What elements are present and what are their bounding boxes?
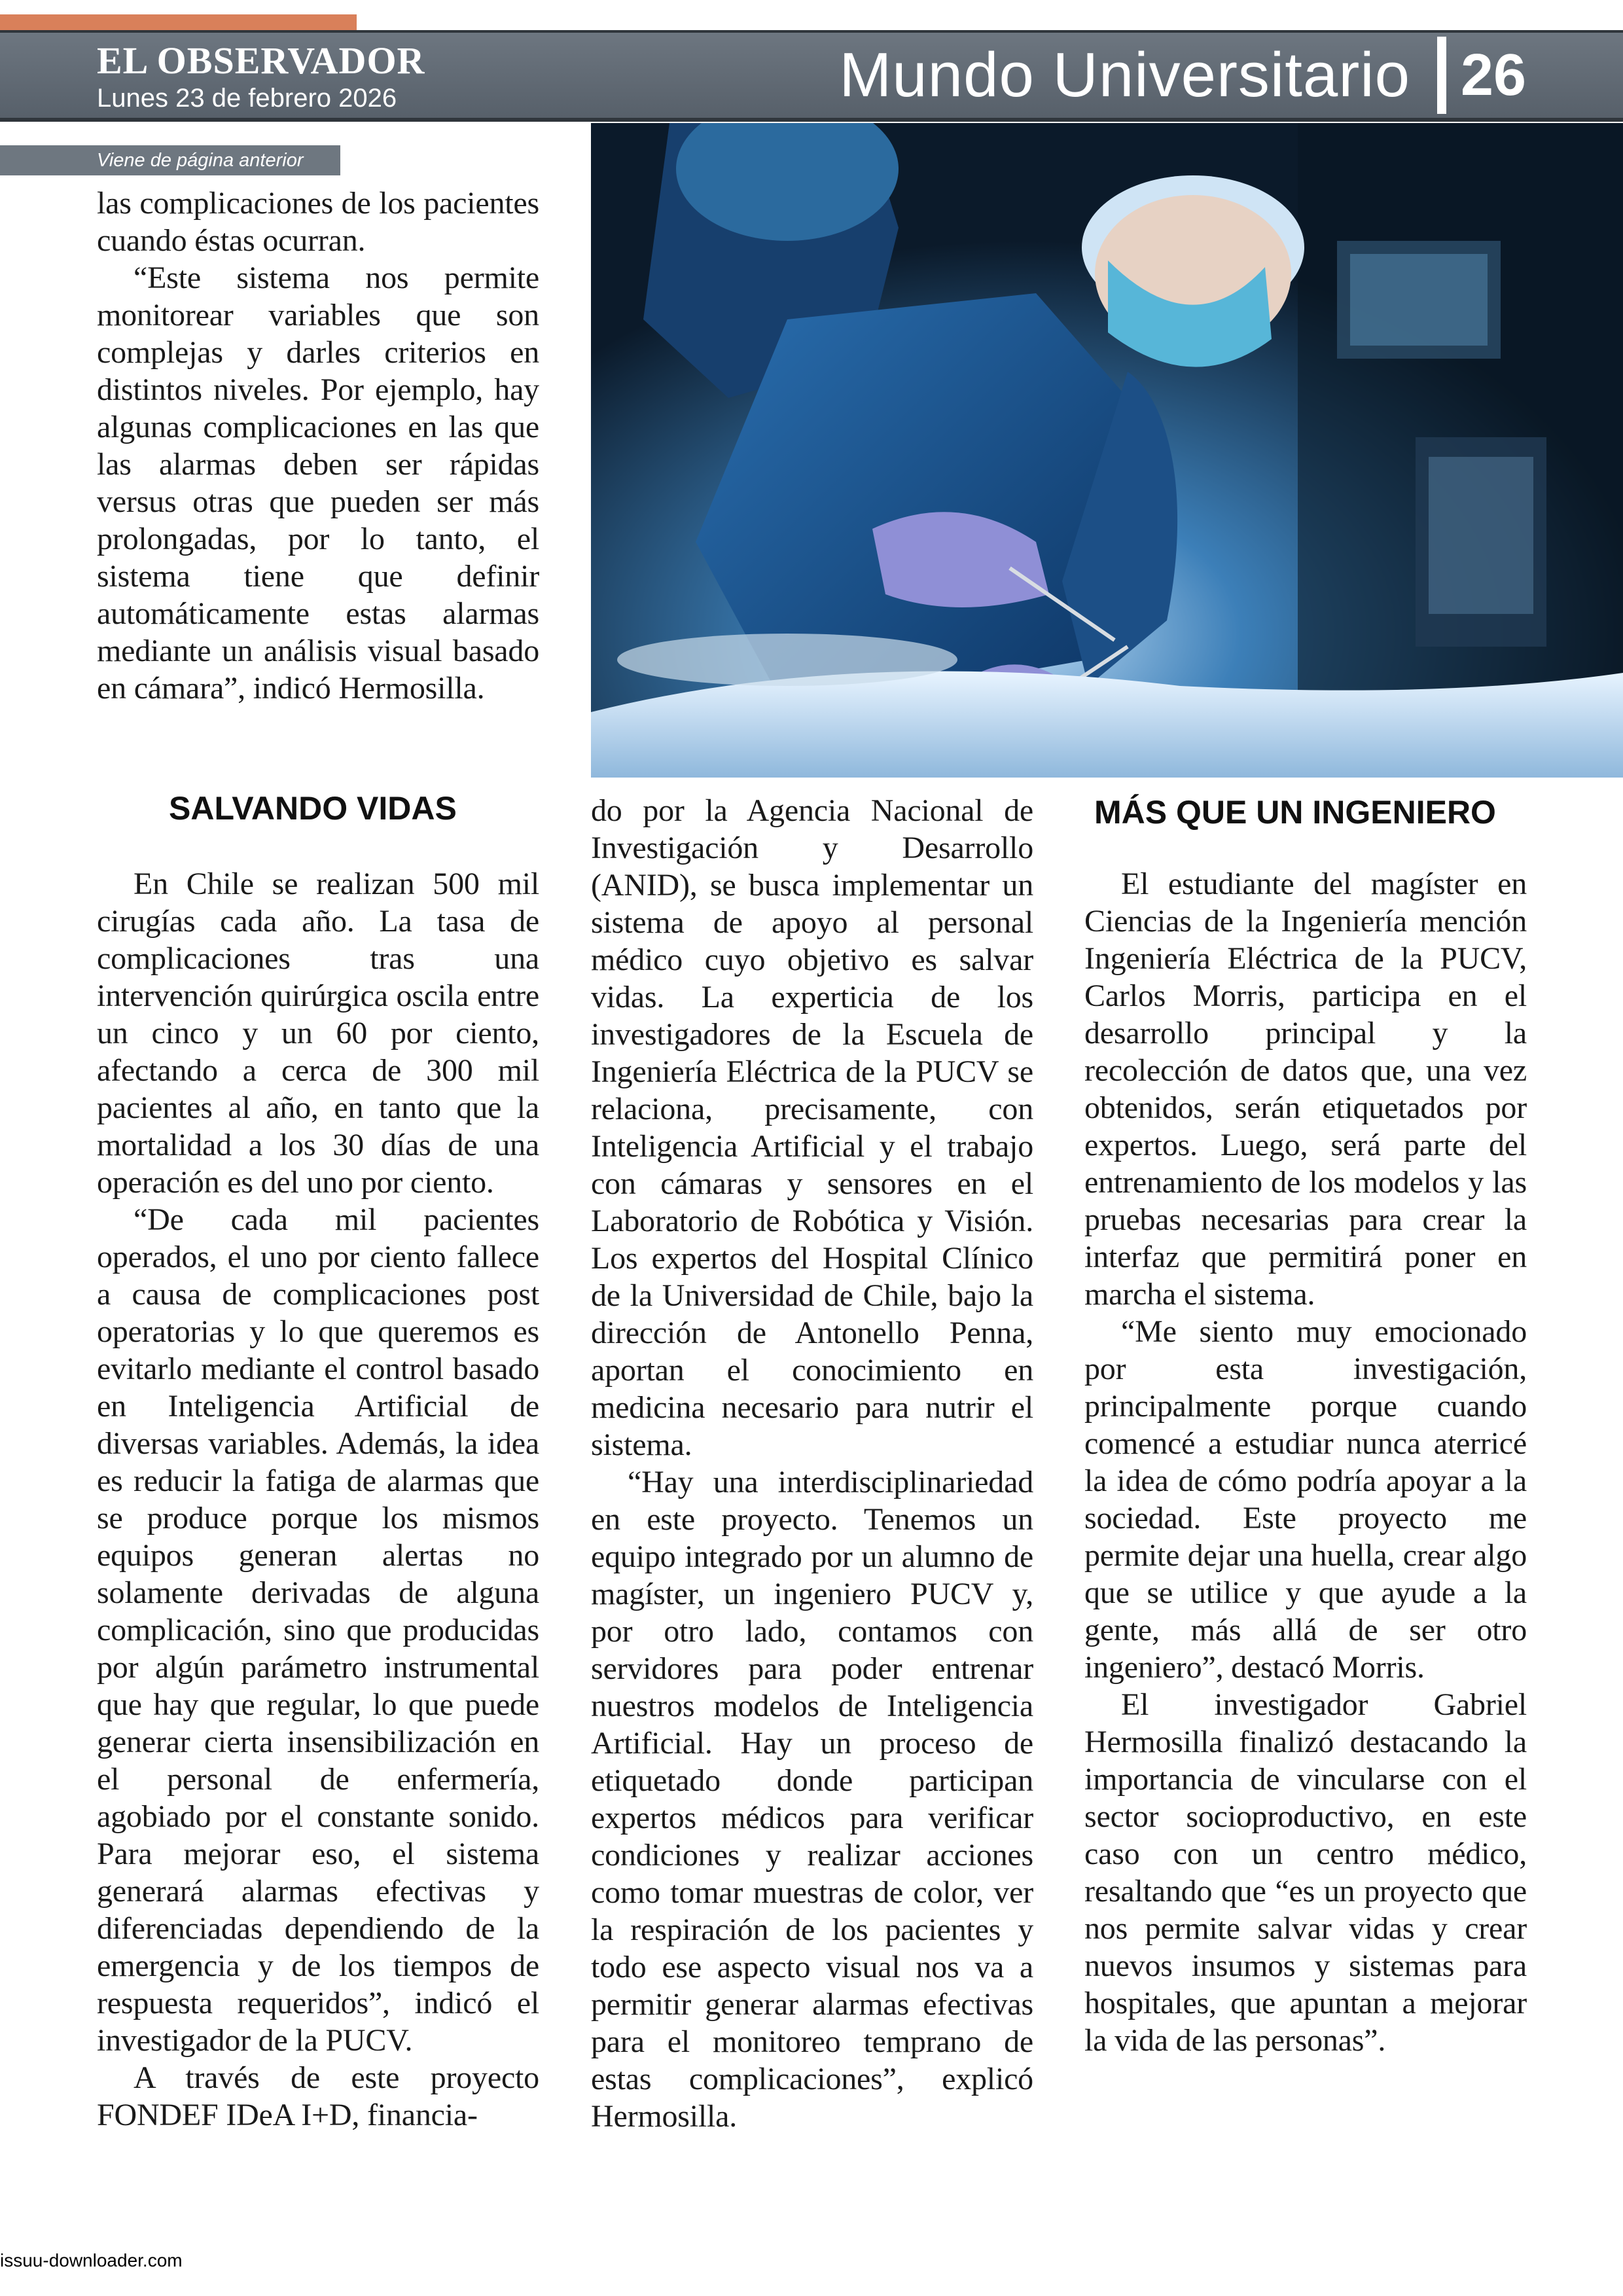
- issue-date: Lunes 23 de febrero 2026: [97, 84, 397, 113]
- col3-paragraph-3: El investigador Gabriel Hermosilla finalizó destacando la importancia de vincularse con el sector socioproductivo, en este caso con un centro médico, resaltando que “es un proyecto que nos permite salvar vidas y crear nuevos insumos y sistemas para hospitales, que apuntan a mejorar la vida de las personas”.: [1084, 1687, 1527, 2058]
- col2-paragraph-2: “Hay una interdisciplinariedad en este proyecto. Tenemos un equipo integrado por un alumno de magíster, un ingeniero PUCV y, por otro lado, contamos con servidores para poder entrenar nuestros modelos de Inteligencia Artificial. Hay un proceso de etiquetado donde participan expertos médicos para verificar condiciones y realizar acciones como tomar muestras de color, ver la respiración de los pacientes y todo ese aspecto visual nos va a permitir generar alarmas efectivas para el monitoreo temprano de estas complicaciones”, explicó Hermosilla.: [591, 1465, 1033, 2134]
- footer-watermark: issuu-downloader.com: [0, 2250, 183, 2270]
- newspaper-name: EL OBSERVADOR: [97, 39, 425, 82]
- heading-mas-que-un-ingeniero: MÁS QUE UN INGENIERO: [1094, 794, 1496, 831]
- section-title: Mundo Universitario: [839, 40, 1410, 110]
- col1-paragraph-1: En Chile se realizan 500 mil cirugías cada año. La tasa de complicaciones tras una intervención quirúrgica oscila entre un cinco y un 60 por ciento, afectando a cerca de 300 mil pacientes al año, en tanto que la mortalidad a los 30 días de una operación es del uno por ciento.: [97, 867, 539, 1200]
- page-number: 26: [1461, 43, 1527, 108]
- col1-paragraph-2: “De cada mil pacientes operados, el uno por ciento fallece a causa de complicaciones post operatorias y lo que queremos es evitarlo mediante el control basado en Inteligencia Artificial de diversas variables. Además, la idea es reducir la fatiga de alarmas que se produce porque los mismos equipos generan alertas no solamente derivadas de alguna complicación, sino que producidas por algún parámetro instrumental que hay que regular, lo que puede generar cierta insensibilización en el personal de enfermería, agobiado por el constante sonido. Para mejorar eso, el sistema generará alarmas efectivas y diferenciadas dependiendo de la emergencia y de los tiempos de respuesta requeridos”, indicó el investigador de la PUCV.: [97, 1202, 539, 2058]
- intro-column: [97, 185, 539, 707]
- continued-label: Viene de página anterior: [0, 145, 340, 175]
- column-3: [1084, 865, 1527, 2059]
- col1-paragraph-3: A través de este proyecto FONDEF IDeA I+D, financia-: [97, 2060, 539, 2132]
- col2-paragraph-1: do por la Agencia Nacional de Investigación y Desarrollo (ANID), se busca implementar un sistema de apoyo al personal médico cuyo objetivo es salvar vidas. La experticia de los investigadores de la Escuela de Ingeniería Eléctrica de la PUCV se relaciona, precisamente, con Inteligencia Artificial y el trabajo con cámaras y sensores en el Laboratorio de Robótica y Visión. Los expertos del Hospital Clínico de la Universidad de Chile, bajo la dirección de Antonello Penna, aportan el conocimiento en medicina necesario para nutrir el sistema.: [591, 793, 1033, 1462]
- col3-paragraph-1: El estudiante del magíster en Ciencias de la Ingeniería mención Ingeniería Eléctrica de la PUCV, Carlos Morris, participa en el desarrollo principal y la recolección de datos que, una vez obtenidos, serán etiquetados por expertos. Luego, será parte del entrenamiento de los modelos y las pruebas necesarias para crear la interfaz que permitirá poner en marcha el sistema.: [1084, 867, 1527, 1312]
- surgery-photo-image: [591, 123, 1623, 778]
- accent-strip: [0, 14, 357, 30]
- heading-salvando-vidas: SALVANDO VIDAS: [169, 790, 457, 827]
- column-2: [591, 792, 1033, 2135]
- header-divider: [1437, 37, 1446, 114]
- page-header: [0, 30, 1623, 122]
- surgery-photo: [591, 123, 1623, 778]
- column-1: [97, 865, 539, 2134]
- col3-paragraph-2: “Me siento muy emocionado por esta investigación, principalmente porque cuando comencé a estudiar nunca aterricé la idea de cómo podría apoyar a la sociedad. Este proyecto me permite dejar una huella, crear algo que se utilice y que ayude a la gente, más allá de ser otro ingeniero”, destacó Morris.: [1084, 1314, 1527, 1685]
- intro-paragraph-1: las complicaciones de los pacientes cuando éstas ocurran.: [97, 186, 539, 258]
- intro-paragraph-2: “Este sistema nos permite monitorear variables que son complejas y darles criterios en distintos niveles. Por ejemplo, hay algunas complicaciones en las que las alarmas deben ser rápidas versus otras que pueden ser más prolongadas, por lo tanto, el sistema tiene que definir automáticamente estas alarmas mediante un análisis visual basado en cámara”, indicó Hermosilla.: [97, 260, 539, 706]
